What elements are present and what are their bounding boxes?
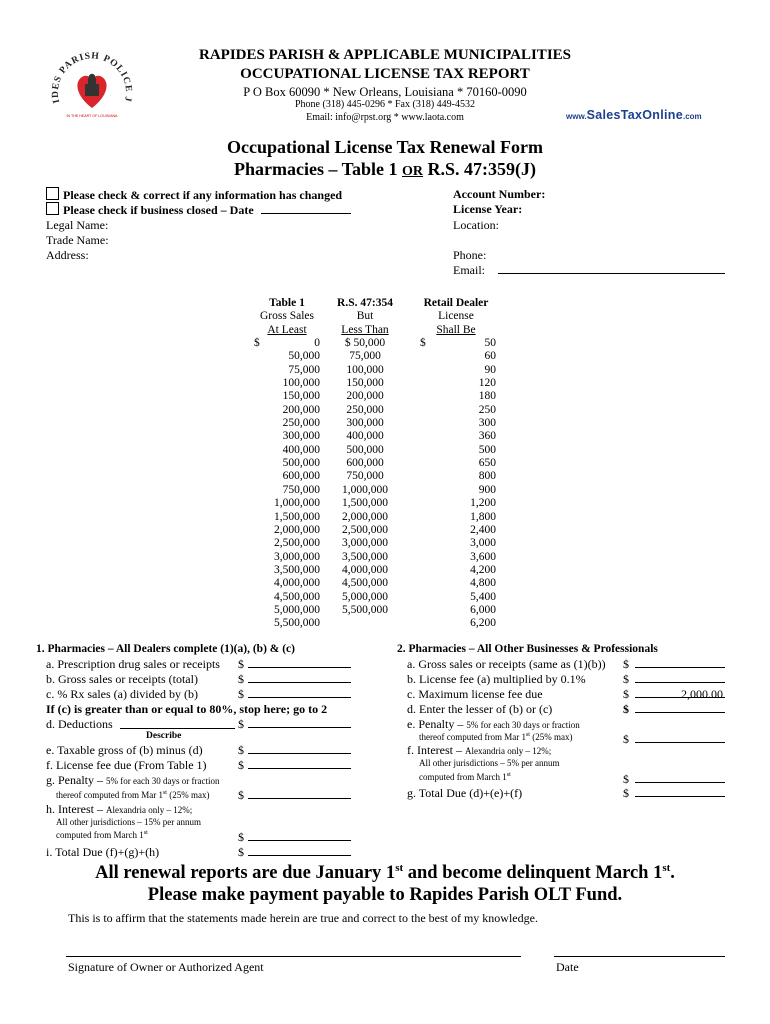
- s2-b-field[interactable]: [635, 682, 725, 683]
- rate-cell: [254, 470, 268, 483]
- s2-g-label: g. Total Due (d)+(e)+(f): [407, 786, 523, 800]
- rate-cell: 600,000: [346, 457, 384, 470]
- s1-e-label: e. Taxable gross of (b) minus (d): [46, 743, 203, 757]
- rate-cell: 400,000: [282, 443, 320, 456]
- date-field[interactable]: [554, 956, 725, 957]
- rate-cell: [254, 577, 268, 590]
- s2-f-note: Alexandria only – 12%;: [464, 746, 552, 756]
- header-phone: Phone (318) 445-0296 * Fax (318) 449-4532: [295, 99, 475, 110]
- license-year-label: License Year:: [453, 202, 523, 216]
- rate-cell: [410, 484, 440, 497]
- s2-a-label: a. Gross sales or receipts (same as (1)(b)): [407, 657, 606, 671]
- due-text-2: and become delinquent March 1: [403, 863, 663, 884]
- rate-cell: 5,400: [470, 590, 496, 603]
- rate-header-lessthan: Less Than: [341, 323, 389, 336]
- due-notice: [0, 862, 770, 884]
- payable-notice: Please make payment payable to Rapides Parish OLT Fund.: [147, 885, 623, 905]
- rate-row: [254, 364, 502, 377]
- rate-header-but: But: [356, 310, 374, 323]
- rate-cell: 0: [314, 337, 320, 350]
- s1-deductions-field[interactable]: [120, 728, 235, 729]
- rate-cell: 500,000: [346, 443, 384, 456]
- s2-c-label: c. Maximum license fee due: [407, 687, 543, 701]
- rate-cell: [410, 604, 440, 617]
- rate-row: [254, 404, 502, 417]
- rate-cell: 3,000,000: [274, 550, 320, 563]
- closed-checkbox[interactable]: [46, 202, 59, 215]
- s1-f-label: f. License fee due (From Table 1): [46, 758, 207, 772]
- s2-e-note: 5% for each 30 days or fraction: [466, 720, 580, 730]
- rate-cell: 3,000,000: [342, 537, 388, 550]
- rate-cell: 2,500,000: [342, 523, 388, 536]
- due-text-3: .: [670, 863, 675, 884]
- rate-cell: [410, 551, 440, 564]
- rate-cell: 750,000: [346, 470, 384, 483]
- rate-cell: 2,400: [470, 523, 496, 536]
- s1-h-line2: All other jurisdictions – 15% per annum: [56, 817, 201, 827]
- s1-f-field[interactable]: [248, 768, 351, 769]
- rate-cell: [254, 551, 268, 564]
- s1-g-note: 5% for each 30 days or fraction: [106, 776, 220, 786]
- s1-h-dollar: $: [238, 830, 244, 844]
- rate-cell: 1,000,000: [274, 497, 320, 510]
- changed-check-row[interactable]: [46, 187, 342, 203]
- trade-name-label: Trade Name:: [46, 233, 109, 247]
- address-label: Address:: [46, 248, 89, 262]
- s1-b-label: b. Gross sales or receipts (total): [46, 672, 198, 686]
- rate-cell: 200,000: [282, 403, 320, 416]
- rate-row: [254, 457, 502, 470]
- email-field[interactable]: [498, 273, 725, 274]
- s1-g-text: g. Penalty –: [46, 773, 103, 787]
- s2-d-field[interactable]: [635, 712, 725, 713]
- rate-cell: 800: [478, 470, 496, 483]
- rate-row: [254, 444, 502, 457]
- s2-e-dollar: $: [623, 732, 629, 746]
- s1-describe-label: Describe: [146, 731, 182, 741]
- subtitle-part2: R.S. 47:359(J): [423, 159, 536, 179]
- rate-cell: [254, 511, 268, 524]
- brand-suffix: .com: [682, 112, 702, 121]
- rate-cell: 650: [478, 457, 496, 470]
- form-subtitle: [0, 159, 770, 180]
- rate-cell: 1,200: [470, 497, 496, 510]
- seal-arc-text: IDES PARISH POLICE J: [50, 51, 134, 105]
- s1-c-field[interactable]: [248, 697, 351, 698]
- s2-a-field[interactable]: [635, 667, 725, 668]
- changed-check-label: Please check & correct if any information has changed: [63, 188, 343, 202]
- s2-f-label: [407, 743, 551, 758]
- header-line1: RAPIDES PARISH & APPLICABLE MUNICIPALITIES: [199, 47, 571, 63]
- rate-cell: 250: [478, 403, 496, 416]
- s1-b-dollar: $: [238, 672, 244, 686]
- section1-heading: 1. Pharmacies – All Dealers complete (1)(a), (b) & (c): [36, 643, 295, 655]
- s2-e-field[interactable]: [635, 742, 725, 743]
- s1-h-text: h. Interest –: [46, 802, 103, 816]
- s1-i-field[interactable]: [248, 855, 351, 856]
- s1-note: If (c) is greater than or equal to 80%, stop here; go to 2: [46, 702, 328, 716]
- brand-name: SalesTaxOnline: [586, 108, 683, 122]
- header-line2: OCCUPATIONAL LICENSE TAX REPORT: [240, 66, 530, 82]
- rate-cell: 4,500,000: [274, 590, 320, 603]
- rate-row: [254, 511, 502, 524]
- rate-row: [254, 377, 502, 390]
- rate-cell: 5,000,000: [274, 603, 320, 616]
- rate-cell: [254, 591, 268, 604]
- rate-cell: 6,200: [470, 617, 496, 630]
- s1-i-label: i. Total Due (f)+(g)+(h): [46, 845, 160, 859]
- rate-cell: [254, 404, 268, 417]
- s2-c-value: 2,000.00: [681, 687, 723, 701]
- s1-d-dollar: $: [238, 717, 244, 731]
- brand-prefix: www.: [566, 112, 587, 121]
- rate-cell: [410, 591, 440, 604]
- s1-d-label: d. Deductions: [46, 717, 113, 731]
- legal-name-label: Legal Name:: [46, 218, 109, 232]
- rate-cell: [254, 564, 268, 577]
- s1-h-field[interactable]: [248, 840, 351, 841]
- rate-cell: [410, 390, 440, 403]
- s1-g-field[interactable]: [248, 798, 351, 799]
- s1-h3-pre: computed from March 1: [56, 830, 144, 840]
- s2-f-dollar: $: [623, 772, 629, 786]
- rate-cell: [254, 457, 268, 470]
- rate-cell: 900: [478, 483, 496, 496]
- section2-heading: 2. Pharmacies – All Other Businesses & Professionals: [397, 643, 658, 655]
- seal-motto: IN THE HEART OF LOUISIANA: [66, 114, 118, 118]
- rate-cell: [410, 497, 440, 510]
- signature-label: Signature of Owner or Authorized Agent: [68, 960, 264, 974]
- s1-a-label: a. Prescription drug sales or receipts: [46, 657, 220, 671]
- rate-cell: 750,000: [282, 483, 320, 496]
- s2-d-label: d. Enter the lesser of (b) or (c): [407, 702, 553, 716]
- rate-cell: [254, 444, 268, 457]
- closed-date-field[interactable]: [261, 202, 351, 214]
- changed-checkbox[interactable]: [46, 187, 59, 200]
- rate-cell: 50,000: [288, 350, 320, 363]
- rate-row: [254, 417, 502, 430]
- rate-cell: [410, 430, 440, 443]
- header-address: P O Box 60090 * New Orleans, Louisiana * 70160-0090: [243, 85, 527, 99]
- rate-cell: [254, 430, 268, 443]
- s1-h-label: [46, 802, 192, 817]
- rate-cell: 2,000,000: [342, 510, 388, 523]
- rate-cell: 1,800: [470, 510, 496, 523]
- s2-b-dollar: $: [623, 672, 629, 686]
- rate-header-license: License: [438, 310, 474, 323]
- rate-header-atleast: At Least: [267, 323, 307, 336]
- header-email: Email: info@rpst.org * www.laota.com: [306, 112, 464, 123]
- rate-cell: 2,000,000: [274, 523, 320, 536]
- rate-row: [254, 617, 502, 630]
- rate-cell: 360: [478, 430, 496, 443]
- rate-cell: [254, 484, 268, 497]
- s1-g2-sup: st: [162, 790, 167, 796]
- s1-e-dollar: $: [238, 743, 244, 757]
- s2-f-line2: All other jurisdictions – 5% per annum: [419, 758, 560, 768]
- rate-cell: 3,500,000: [274, 563, 320, 576]
- s1-h-line3: [56, 830, 148, 840]
- rate-cell: 2,500,000: [274, 537, 320, 550]
- rate-cell: 150,000: [282, 390, 320, 403]
- rate-table: [254, 297, 502, 631]
- s1-g-line2: [56, 790, 209, 800]
- rate-cell: [254, 350, 268, 363]
- s2-g-field[interactable]: [635, 796, 725, 797]
- rate-cell: [254, 377, 268, 390]
- s2-e2-post: (25% max): [529, 732, 573, 742]
- rate-cell: 180: [478, 390, 496, 403]
- s2-b-label: b. License fee (a) multiplied by 0.1%: [407, 672, 586, 686]
- s1-g2-post: (25% max): [166, 790, 210, 800]
- rate-row: [254, 390, 502, 403]
- rate-cell: 400,000: [346, 430, 384, 443]
- rate-cell: $: [420, 337, 426, 350]
- rate-cell: 500,000: [282, 457, 320, 470]
- rate-cell: 4,200: [470, 563, 496, 576]
- rate-cell: [410, 417, 440, 430]
- closed-check-row[interactable]: [46, 202, 351, 218]
- s1-c-dollar: $: [238, 687, 244, 701]
- rate-cell: [254, 417, 268, 430]
- s1-c-label: c. % Rx sales (a) divided by (b): [46, 687, 198, 701]
- s1-g-label: [46, 773, 219, 788]
- s1-g2-pre: thereof computed from Mar 1: [56, 790, 163, 800]
- rate-cell: [410, 617, 440, 630]
- s1-a-field[interactable]: [248, 667, 351, 668]
- account-number-label: Account Number:: [453, 187, 546, 201]
- phone-label: Phone:: [453, 248, 487, 262]
- rate-row: [254, 470, 502, 483]
- rate-cell: 150,000: [346, 377, 384, 390]
- rate-cell: [254, 390, 268, 403]
- rate-cell: 200,000: [346, 390, 384, 403]
- rate-header-retail: Retail Dealer: [423, 297, 489, 309]
- s2-c-dollar: $: [623, 687, 629, 701]
- form-title: Occupational License Tax Renewal Form: [227, 137, 543, 157]
- s1-a-dollar: $: [238, 657, 244, 671]
- rate-cell: 500: [478, 443, 496, 456]
- s1-e-field[interactable]: [248, 753, 351, 754]
- due-sup-1: st: [395, 862, 404, 874]
- location-label: Location:: [453, 218, 499, 232]
- rate-cell: [410, 524, 440, 537]
- rate-cell: 50: [484, 337, 496, 350]
- rate-cell: 5,000,000: [342, 590, 388, 603]
- rate-row: [254, 430, 502, 443]
- s2-e2-pre: thereof computed from Mar 1: [419, 732, 526, 742]
- rate-row: [254, 604, 502, 617]
- rate-cell: 5,500,000: [342, 603, 388, 616]
- rate-row: [254, 564, 502, 577]
- rate-cell: 75,000: [288, 363, 320, 376]
- s1-h3-sup: st: [143, 830, 148, 836]
- s2-e2-sup: st: [525, 732, 530, 738]
- rate-cell: [254, 364, 268, 377]
- rate-cell: [254, 604, 268, 617]
- s2-f-text: f. Interest –: [407, 743, 462, 757]
- affirm-statement: This is to affirm that the statements made herein are true and correct to the best of my knowledge.: [68, 911, 538, 925]
- brand-logo: [566, 106, 702, 124]
- rate-cell: [410, 537, 440, 550]
- rate-cell: 1,500,000: [342, 497, 388, 510]
- s2-e-line2: [419, 732, 572, 742]
- rate-cell: 4,000,000: [342, 563, 388, 576]
- s1-d-field[interactable]: [248, 727, 351, 728]
- s1-h-note: Alexandria only – 12%;: [105, 805, 193, 815]
- s2-f3-pre: computed from March 1: [419, 772, 507, 782]
- rate-cell: 250,000: [282, 417, 320, 430]
- rate-cell: [410, 444, 440, 457]
- rate-cell: 5,500,000: [274, 617, 320, 630]
- parish-seal: [46, 42, 138, 134]
- signature-field[interactable]: [66, 956, 521, 957]
- rate-cell: [254, 617, 268, 630]
- rate-cell: $: [254, 337, 260, 350]
- s1-g-dollar: $: [238, 788, 244, 802]
- s2-a-dollar: $: [623, 657, 629, 671]
- s2-g-dollar: $: [623, 786, 629, 800]
- s1-b-field[interactable]: [248, 682, 351, 683]
- rate-header-table1: Table 1: [269, 297, 305, 309]
- subtitle-or: OR: [402, 164, 423, 179]
- rate-row: [254, 524, 502, 537]
- rate-cell: 1,000,000: [342, 483, 388, 496]
- rate-row: [254, 484, 502, 497]
- s1-f-dollar: $: [238, 758, 244, 772]
- date-label: Date: [556, 960, 579, 974]
- rate-row: [254, 551, 502, 564]
- rate-cell: 4,500,000: [342, 577, 388, 590]
- s2-f-line3: [419, 772, 511, 782]
- rate-cell: 300: [478, 417, 496, 430]
- rate-row: [254, 537, 502, 550]
- email-label: Email:: [453, 263, 485, 277]
- rate-cell: 3,000: [470, 537, 496, 550]
- rate-row: [254, 350, 502, 363]
- s2-e-label: [407, 717, 580, 732]
- rate-row: [254, 337, 502, 350]
- s1-i-dollar: $: [238, 845, 244, 859]
- rate-cell: [410, 577, 440, 590]
- rate-cell: [410, 364, 440, 377]
- rate-cell: [320, 617, 410, 630]
- rate-cell: 4,000,000: [274, 577, 320, 590]
- rate-cell: [410, 377, 440, 390]
- rate-cell: [254, 537, 268, 550]
- rate-cell: [410, 511, 440, 524]
- rate-cell: 3,500,000: [342, 550, 388, 563]
- rate-cell: 60: [484, 350, 496, 363]
- rate-cell: [410, 470, 440, 483]
- closed-check-label: Please check if business closed – Date: [63, 203, 254, 217]
- s2-f-field[interactable]: [635, 782, 725, 783]
- rate-header-rs: R.S. 47:354: [337, 297, 393, 309]
- due-text-1: All renewal reports are due January 1: [95, 863, 396, 884]
- rate-cell: $ 50,000: [344, 337, 386, 350]
- rate-cell: [254, 497, 268, 510]
- rate-cell: [254, 524, 268, 537]
- s2-d-dollar: $: [623, 702, 629, 716]
- rate-cell: 300,000: [282, 430, 320, 443]
- rate-cell: [410, 564, 440, 577]
- rate-cell: 1,500,000: [274, 510, 320, 523]
- rate-cell: 6,000: [470, 603, 496, 616]
- rate-cell: 300,000: [346, 417, 384, 430]
- s2-e-text: e. Penalty –: [407, 717, 464, 731]
- rate-cell: 100,000: [282, 377, 320, 390]
- subtitle-part1: Pharmacies – Table 1: [233, 159, 402, 179]
- s2-f3-sup: st: [506, 772, 511, 778]
- rate-cell: 4,800: [470, 577, 496, 590]
- rate-row: [254, 497, 502, 510]
- rate-cell: 90: [484, 363, 496, 376]
- rate-cell: [410, 457, 440, 470]
- rate-cell: 250,000: [346, 403, 384, 416]
- rate-cell: 120: [478, 377, 496, 390]
- rate-cell: 3,600: [470, 550, 496, 563]
- rate-cell: 75,000: [349, 350, 381, 363]
- rate-cell: [410, 350, 440, 363]
- rate-row: [254, 591, 502, 604]
- due-sup-2: st: [662, 862, 671, 874]
- rate-cell: 600,000: [282, 470, 320, 483]
- rate-header-shallbe: Shall Be: [436, 323, 476, 336]
- rate-row: [254, 577, 502, 590]
- rate-header-gross: Gross Sales: [260, 310, 314, 323]
- rate-cell: 100,000: [346, 363, 384, 376]
- rate-cell: [410, 404, 440, 417]
